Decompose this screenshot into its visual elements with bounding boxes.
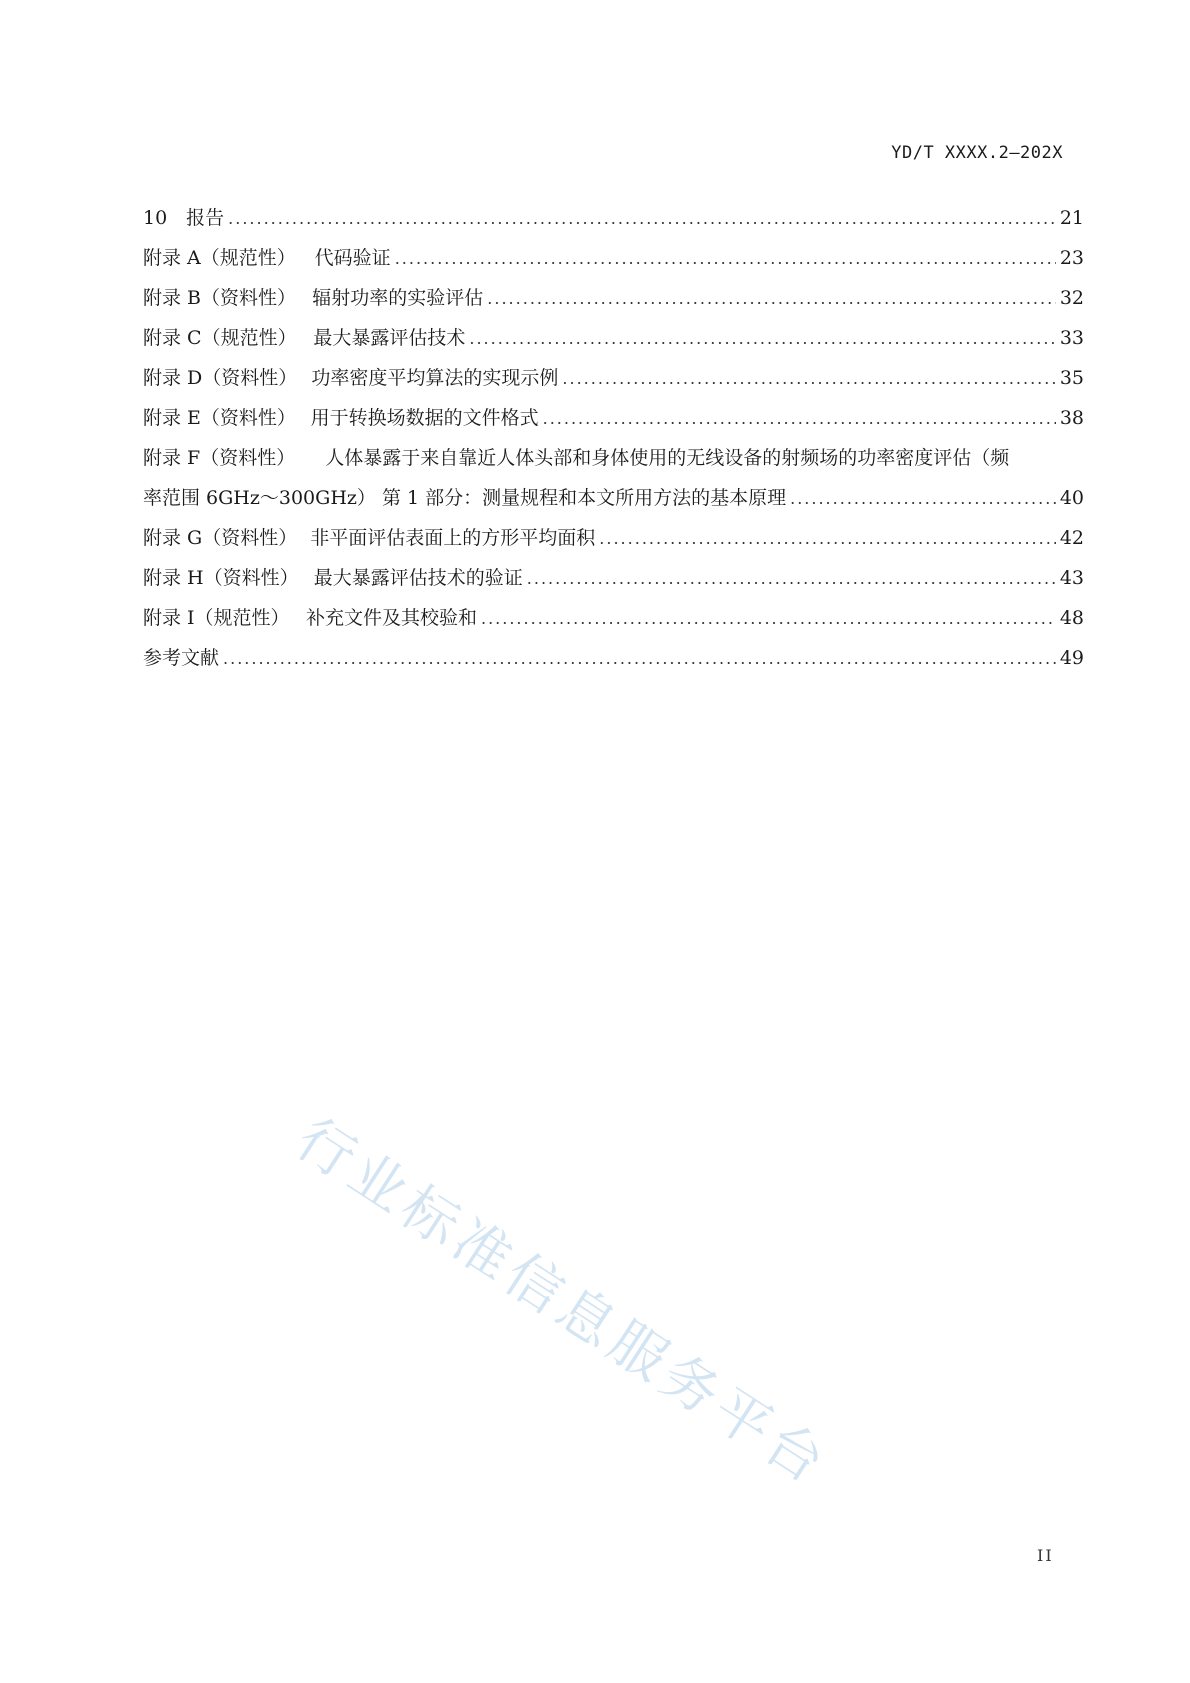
watermark: 行业标准信息服务平台 bbox=[284, 1106, 841, 1499]
toc-entry-page: 35 bbox=[1059, 367, 1084, 389]
document-code: YD/T XXXX.2—202X bbox=[891, 143, 1063, 163]
toc-entry-title: 功率密度平均算法的实现示例 bbox=[311, 367, 559, 389]
toc-entry-title: 参考文献 bbox=[143, 647, 220, 669]
toc-entry-label: 附录 A（规范性） bbox=[143, 247, 296, 269]
toc-entry-label: 附录 H（资料性） bbox=[143, 567, 299, 589]
toc-entry-title: 辐射功率的实验评估 bbox=[312, 287, 484, 309]
toc-entry-title: 非平面评估表面上的方形平均面积 bbox=[310, 527, 596, 549]
dot-leader bbox=[790, 479, 1056, 519]
toc-entry-annex-i[interactable] bbox=[143, 598, 1084, 638]
dot-leader bbox=[487, 279, 1056, 319]
toc-entry-title: 用于转换场数据的文件格式 bbox=[310, 407, 539, 429]
toc-entry-annex-a[interactable] bbox=[143, 238, 1084, 278]
dot-leader bbox=[469, 319, 1055, 359]
toc-entry-10[interactable] bbox=[143, 198, 1084, 238]
toc-entry-page: 40 bbox=[1059, 487, 1084, 509]
toc-entry-title: 最大暴露评估技术 bbox=[313, 327, 466, 349]
toc-entry-page: 42 bbox=[1059, 527, 1084, 549]
toc-entry-label: 10 bbox=[143, 207, 168, 229]
toc-entry-annex-d[interactable] bbox=[143, 358, 1084, 398]
dot-leader bbox=[543, 399, 1056, 439]
toc-entry-page: 48 bbox=[1059, 607, 1084, 629]
toc-entry-label: 附录 B（资料性） bbox=[143, 287, 297, 309]
toc-entry-page: 49 bbox=[1059, 647, 1084, 669]
dot-leader bbox=[223, 639, 1056, 679]
toc-entry-label: 附录 F（资料性） bbox=[143, 447, 296, 469]
footer-page-number: II bbox=[1037, 1546, 1054, 1565]
toc-entry-title: 补充文件及其校验和 bbox=[305, 607, 477, 629]
table-of-contents bbox=[143, 198, 1084, 678]
toc-entry-page: 43 bbox=[1059, 567, 1084, 589]
toc-entry-label: 附录 I（规范性） bbox=[143, 607, 290, 629]
toc-entry-annex-f-continued[interactable] bbox=[143, 478, 1084, 518]
dot-leader bbox=[228, 199, 1056, 239]
toc-entry-annex-e[interactable] bbox=[143, 398, 1084, 438]
toc-entry-label: 附录 G（资料性） bbox=[143, 527, 298, 549]
toc-entry-annex-g[interactable] bbox=[143, 518, 1084, 558]
toc-entry-label: 附录 D（资料性） bbox=[143, 367, 298, 389]
toc-entry-annex-f[interactable] bbox=[143, 438, 1084, 478]
toc-entry-title-line1: 人体暴露于来自靠近人体头部和身体使用的无线设备的射频场的功率密度评估（频 bbox=[325, 447, 1010, 469]
toc-entry-page: 32 bbox=[1059, 287, 1084, 309]
toc-entry-title: 最大暴露评估技术的验证 bbox=[313, 567, 523, 589]
toc-entry-annex-b[interactable] bbox=[143, 278, 1084, 318]
toc-entry-page: 21 bbox=[1059, 207, 1084, 229]
toc-entry-label: 附录 E（资料性） bbox=[143, 407, 296, 429]
dot-leader bbox=[395, 239, 1056, 279]
dot-leader bbox=[599, 519, 1056, 559]
dot-leader bbox=[562, 359, 1055, 399]
toc-entry-title: 报告 bbox=[186, 207, 225, 229]
toc-entry-references[interactable] bbox=[143, 638, 1084, 678]
toc-entry-title-line2: 率范围 6GHz～300GHz） 第 1 部分：测量规程和本文所用方法的基本原理 bbox=[143, 487, 787, 509]
dot-leader bbox=[481, 599, 1056, 639]
toc-entry-page: 23 bbox=[1059, 247, 1084, 269]
toc-entry-annex-c[interactable] bbox=[143, 318, 1084, 358]
toc-entry-title: 代码验证 bbox=[314, 247, 391, 269]
dot-leader bbox=[527, 559, 1056, 599]
toc-entry-annex-h[interactable] bbox=[143, 558, 1084, 598]
toc-entry-page: 33 bbox=[1059, 327, 1084, 349]
toc-entry-page: 38 bbox=[1059, 407, 1084, 429]
toc-entry-label: 附录 C（规范性） bbox=[143, 327, 297, 349]
